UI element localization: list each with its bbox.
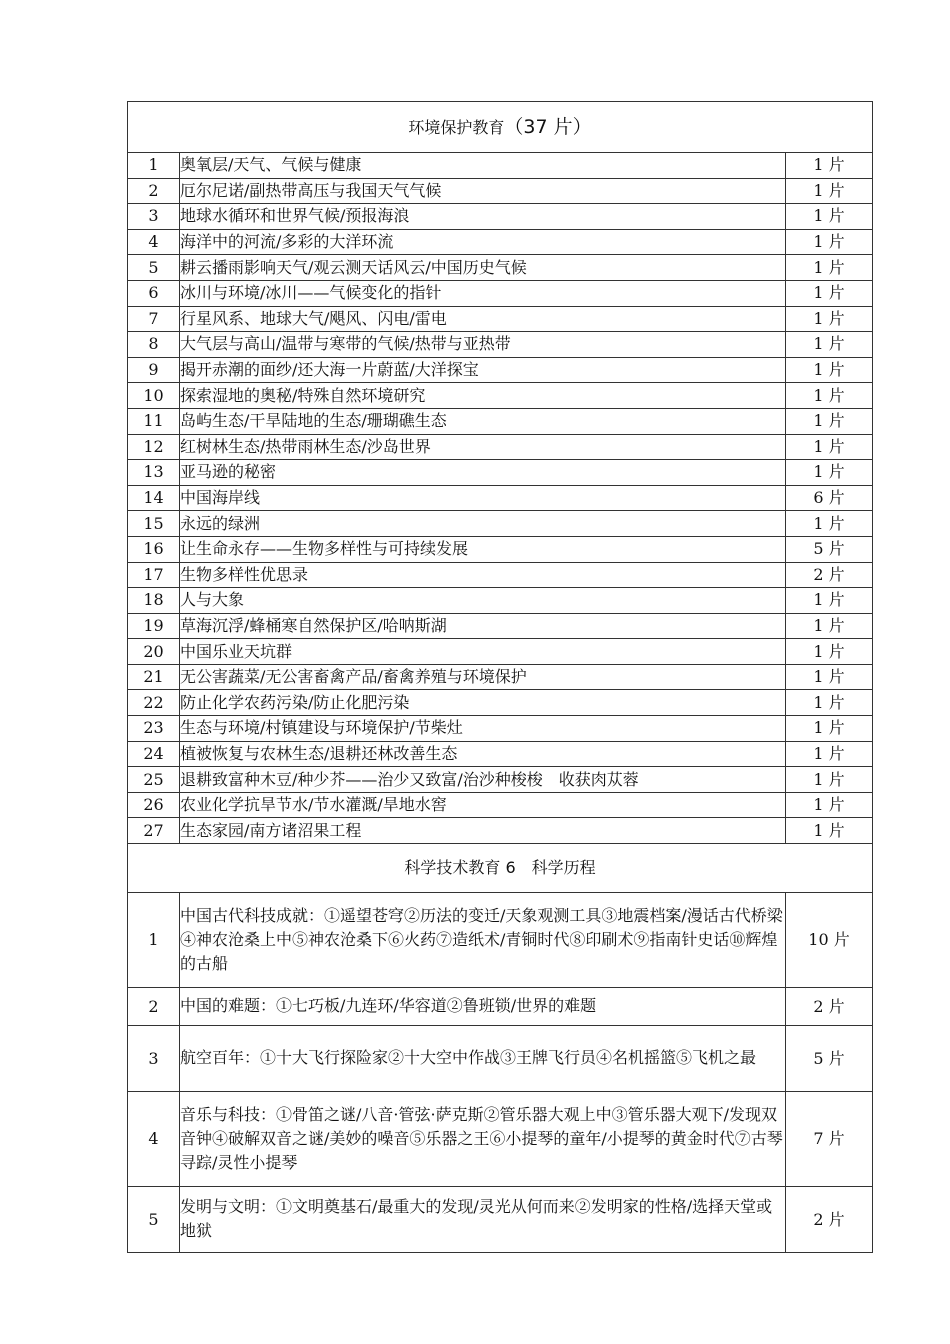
table-row	[128, 178, 873, 204]
row-number: 5	[128, 1187, 180, 1253]
table-row	[128, 485, 873, 511]
row-count: 1 片	[786, 178, 873, 204]
row-count: 5 片	[786, 1026, 873, 1092]
table-row	[128, 588, 873, 614]
row-number: 12	[128, 434, 180, 460]
row-number: 24	[128, 741, 180, 767]
row-number: 3	[128, 1026, 180, 1092]
table-row	[128, 332, 873, 358]
table-row	[128, 741, 873, 767]
row-title: 红树林生态/热带雨林生态/沙岛世界	[180, 434, 786, 460]
row-title: 人与大象	[180, 588, 786, 614]
row-count: 1 片	[786, 383, 873, 409]
table-row	[128, 408, 873, 434]
table-row	[128, 383, 873, 409]
row-count: 1 片	[786, 229, 873, 255]
row-title: 探索湿地的奥秘/特殊自然环境研究	[180, 383, 786, 409]
table-row	[128, 280, 873, 306]
row-title: 永远的绿洲	[180, 511, 786, 537]
table-row	[128, 357, 873, 383]
table-row	[128, 792, 873, 818]
row-number: 18	[128, 588, 180, 614]
row-count: 1 片	[786, 204, 873, 230]
table-row	[128, 460, 873, 486]
section-title-cell	[128, 102, 873, 153]
section-title-cell	[128, 844, 873, 893]
row-count: 1 片	[786, 306, 873, 332]
row-count: 1 片	[786, 741, 873, 767]
row-number: 9	[128, 357, 180, 383]
row-number: 2	[128, 178, 180, 204]
table-row	[128, 153, 873, 179]
row-count: 1 片	[786, 613, 873, 639]
row-number: 19	[128, 613, 180, 639]
row-number: 23	[128, 716, 180, 742]
row-number: 27	[128, 818, 180, 844]
row-number: 10	[128, 383, 180, 409]
table-row	[128, 255, 873, 281]
row-number: 22	[128, 690, 180, 716]
row-count: 5 片	[786, 536, 873, 562]
table-row	[128, 562, 873, 588]
table-row	[128, 613, 873, 639]
table-row	[128, 1092, 873, 1187]
row-count: 6 片	[786, 485, 873, 511]
row-title: 揭开赤潮的面纱/还大海一片蔚蓝/大洋探宝	[180, 357, 786, 383]
row-number: 4	[128, 229, 180, 255]
table-row	[128, 536, 873, 562]
table-row	[128, 639, 873, 665]
row-count: 1 片	[786, 664, 873, 690]
table-row	[128, 893, 873, 988]
row-title: 行星风系、地球大气/飓风、闪电/雷电	[180, 306, 786, 332]
row-number: 17	[128, 562, 180, 588]
row-count: 1 片	[786, 690, 873, 716]
row-title: 耕云播雨影响天气/观云测天话风云/中国历史气候	[180, 255, 786, 281]
table-row	[128, 229, 873, 255]
row-count: 10 片	[786, 893, 873, 988]
section-title: 环境保护教育	[408, 117, 505, 137]
row-count: 1 片	[786, 818, 873, 844]
row-title: 中国的难题：①七巧板/九连环/华容道②鲁班锁/世界的难题	[180, 988, 786, 1026]
row-count: 1 片	[786, 716, 873, 742]
row-count: 7 片	[786, 1092, 873, 1187]
section-count: （37 片）	[504, 115, 592, 138]
row-number: 3	[128, 204, 180, 230]
row-number: 16	[128, 536, 180, 562]
row-title: 中国乐业天坑群	[180, 639, 786, 665]
row-count: 1 片	[786, 434, 873, 460]
row-count: 1 片	[786, 357, 873, 383]
section-header-science	[128, 844, 873, 893]
row-title: 退耕致富种木豆/种少芥——治少又致富/治沙种梭梭 收获肉苁蓉	[180, 767, 786, 793]
table-row	[128, 511, 873, 537]
table-row	[128, 434, 873, 460]
row-title: 中国古代科技成就：①遥望苍穹②历法的变迁/天象观测工具③地震档案/漫话古代桥梁④神农沧桑上中⑤神农沧桑下⑥火药⑦造纸术/青铜时代⑧印刷术⑨指南针史话⑩辉煌的古船	[180, 893, 786, 988]
row-title: 音乐与科技：①骨笛之谜/八音·管弦·萨克斯②管乐器大观上中③管乐器大观下/发现双音钟④破解双音之谜/美妙的噪音⑤乐器之王⑥小提琴的童年/小提琴的黄金时代⑦古琴寻踪/灵性小提琴	[180, 1092, 786, 1187]
row-number: 15	[128, 511, 180, 537]
row-number: 1	[128, 153, 180, 179]
row-title: 生物多样性优思录	[180, 562, 786, 588]
row-number: 14	[128, 485, 180, 511]
row-number: 26	[128, 792, 180, 818]
table-row	[128, 716, 873, 742]
row-count: 1 片	[786, 767, 873, 793]
row-title: 岛屿生态/干旱陆地的生态/珊瑚礁生态	[180, 408, 786, 434]
row-count: 2 片	[786, 988, 873, 1026]
table-row	[128, 818, 873, 844]
table-row	[128, 664, 873, 690]
row-title: 生态与环境/村镇建设与环境保护/节柴灶	[180, 716, 786, 742]
row-title: 防止化学农药污染/防止化肥污染	[180, 690, 786, 716]
row-title: 海洋中的河流/多彩的大洋环流	[180, 229, 786, 255]
row-number: 11	[128, 408, 180, 434]
row-title: 亚马逊的秘密	[180, 460, 786, 486]
row-number: 13	[128, 460, 180, 486]
table-row	[128, 988, 873, 1026]
table-row	[128, 306, 873, 332]
table-row	[128, 204, 873, 230]
row-count: 1 片	[786, 332, 873, 358]
row-title: 农业化学抗旱节水/节水灌溉/旱地水窖	[180, 792, 786, 818]
row-count: 1 片	[786, 153, 873, 179]
row-title: 冰川与环境/冰川——气候变化的指针	[180, 280, 786, 306]
row-number: 20	[128, 639, 180, 665]
row-count: 1 片	[786, 792, 873, 818]
row-count: 1 片	[786, 280, 873, 306]
row-title: 发明与文明：①文明奠基石/最重大的发现/灵光从何而来②发明家的性格/选择天堂或地狱	[180, 1187, 786, 1253]
section-header-environment	[128, 102, 873, 153]
row-count: 1 片	[786, 460, 873, 486]
table-row	[128, 690, 873, 716]
row-title: 植被恢复与农林生态/退耕还林改善生态	[180, 741, 786, 767]
row-count: 1 片	[786, 639, 873, 665]
row-count: 1 片	[786, 408, 873, 434]
row-number: 21	[128, 664, 180, 690]
catalog-table	[127, 101, 873, 1253]
row-title: 中国海岸线	[180, 485, 786, 511]
table-row	[128, 1187, 873, 1253]
row-title: 地球水循环和世界气候/预报海浪	[180, 204, 786, 230]
row-count: 1 片	[786, 255, 873, 281]
row-title: 大气层与高山/温带与寒带的气候/热带与亚热带	[180, 332, 786, 358]
row-title: 奥氧层/天气、气候与健康	[180, 153, 786, 179]
section-title: 科学技术教育 6 科学历程	[404, 858, 596, 878]
row-number: 2	[128, 988, 180, 1026]
row-title: 草海沉浮/蜂桶寒自然保护区/哈呐斯湖	[180, 613, 786, 639]
row-number: 25	[128, 767, 180, 793]
row-title: 让生命永存——生物多样性与可持续发展	[180, 536, 786, 562]
row-count: 2 片	[786, 1187, 873, 1253]
row-title: 生态家园/南方诸沼果工程	[180, 818, 786, 844]
row-number: 4	[128, 1092, 180, 1187]
table-row	[128, 767, 873, 793]
row-number: 5	[128, 255, 180, 281]
row-number: 8	[128, 332, 180, 358]
row-count: 2 片	[786, 562, 873, 588]
row-number: 1	[128, 893, 180, 988]
table-row	[128, 1026, 873, 1092]
row-count: 1 片	[786, 511, 873, 537]
row-title: 无公害蔬菜/无公害畜禽产品/畜禽养殖与环境保护	[180, 664, 786, 690]
row-title: 航空百年：①十大飞行探险家②十大空中作战③王牌飞行员④名机摇篮⑤飞机之最	[180, 1026, 786, 1092]
row-number: 6	[128, 280, 180, 306]
row-number: 7	[128, 306, 180, 332]
row-title: 厄尔尼诺/副热带高压与我国天气气候	[180, 178, 786, 204]
row-count: 1 片	[786, 588, 873, 614]
